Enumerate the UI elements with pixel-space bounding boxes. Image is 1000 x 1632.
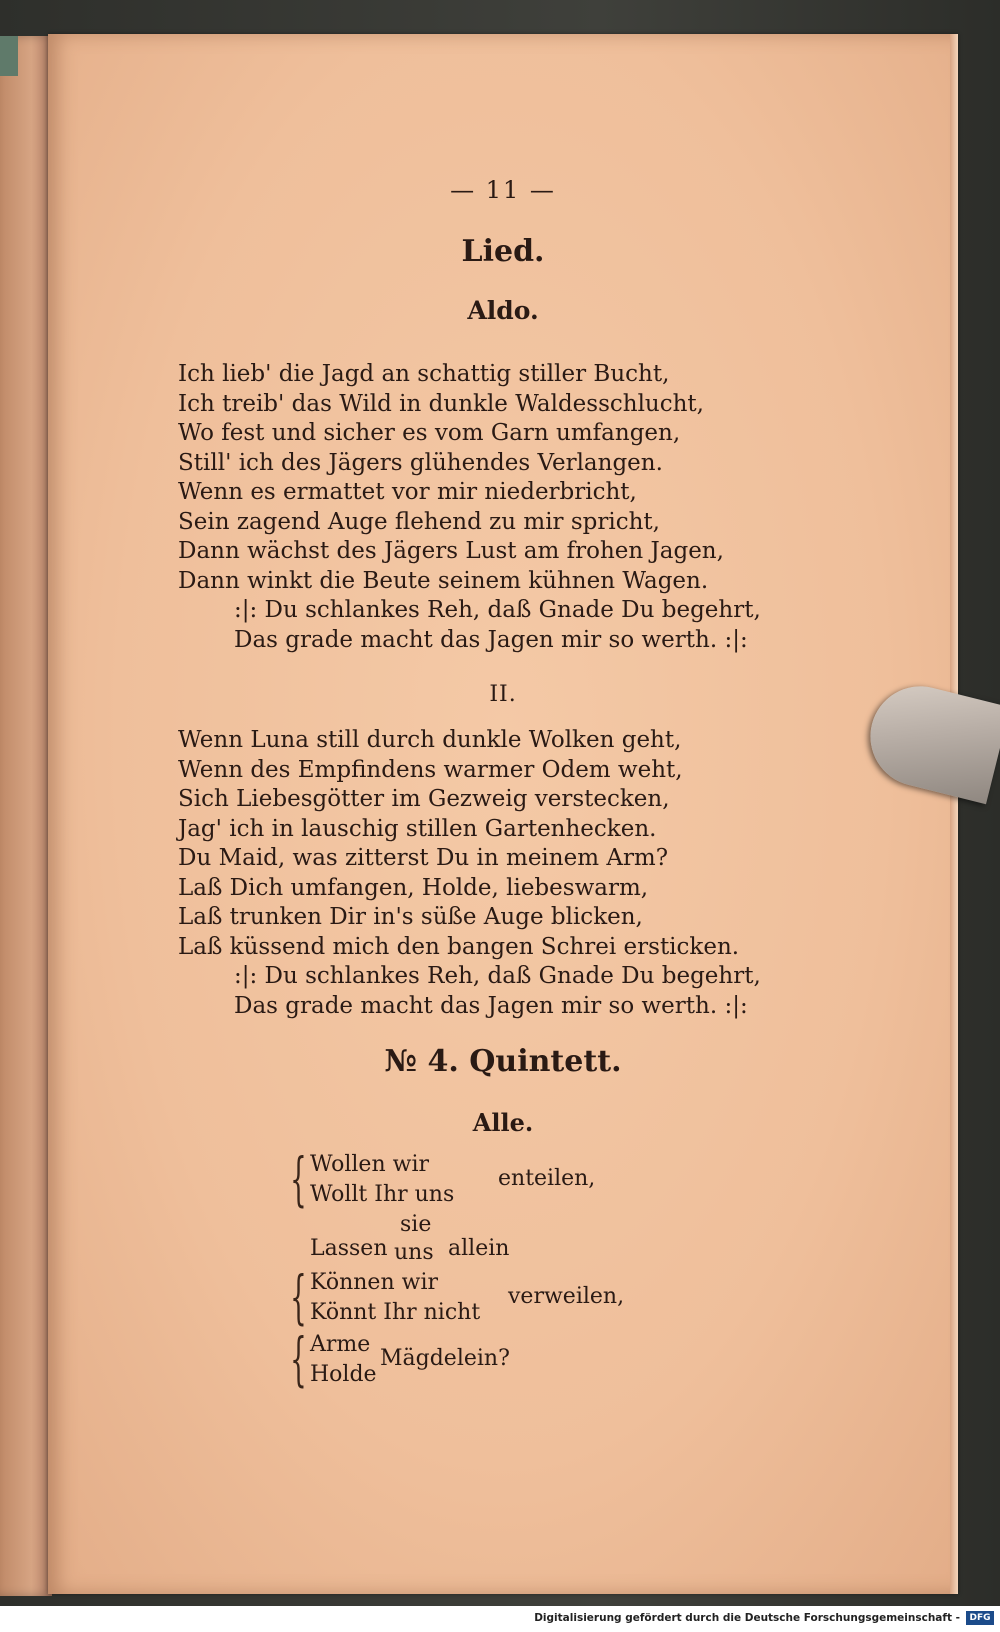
verse-line: Dann winkt die Beute seinem kühnen Wagen.: [178, 567, 709, 594]
dfg-logo: DFG: [966, 1611, 994, 1625]
verse-1: [178, 360, 798, 655]
verse-line: Wenn des Empfindens warmer Odem weht,: [178, 756, 683, 783]
verse-line: Laß küssend mich den bangen Schrei ersticken.: [178, 933, 740, 960]
brace-glyph: {: [290, 1263, 307, 1331]
verse-line: Sein zagend Auge flehend zu mir spricht,: [178, 508, 660, 535]
quintett-option: Könnt Ihr nicht: [310, 1300, 481, 1325]
footer-credit: Digitalisierung gefördert durch die Deutsche Forschungsgemeinschaft -: [534, 1612, 960, 1624]
quintett-text: allein: [448, 1236, 510, 1261]
verse-line: Still' ich des Jägers glühendes Verlangen.: [178, 449, 663, 476]
number-title: № 4. Quintett.: [384, 1044, 622, 1079]
speaker-name: Aldo.: [467, 296, 539, 325]
verse-line: Sich Liebesgötter im Gezweig verstecken,: [178, 786, 670, 812]
refrain-line: :|: Du schlankes Reh, daß Gnade Du begehrt,: [234, 963, 761, 989]
quintett-option: Wollen wir: [310, 1152, 430, 1177]
quintett-option: uns: [394, 1240, 434, 1265]
brace-glyph: {: [290, 1325, 307, 1393]
verse-line: Wenn Luna still durch dunkle Wolken geht,: [178, 727, 682, 753]
verse-2-numeral: II.: [489, 682, 517, 707]
digitization-footer: [0, 1606, 1000, 1632]
quintett-text: enteilen,: [498, 1166, 596, 1191]
page-number: — 11 —: [450, 176, 556, 204]
left-page-edge: [0, 36, 52, 1596]
verse-line: Wo fest und sicher es vom Garn umfangen,: [178, 420, 681, 446]
brace-glyph: {: [290, 1145, 307, 1213]
verse-line: Ich lieb' die Jagd an schattig stiller Bucht,: [178, 361, 670, 387]
quintett-text: Lassen: [310, 1236, 388, 1261]
ensemble-label: Alle.: [472, 1108, 534, 1137]
cover-edge: [0, 36, 18, 76]
quintett-option: Wollt Ihr uns: [310, 1182, 455, 1207]
quintett-text: Mägdelein?: [380, 1346, 510, 1371]
verse-line: Jag' ich in lauschig stillen Gartenhecken.: [178, 815, 657, 842]
quintett-option: sie: [400, 1212, 432, 1237]
quintett-text: verweilen,: [508, 1284, 625, 1309]
book-page: [48, 34, 958, 1594]
refrain-line: Das grade macht das Jagen mir so werth. :|:: [234, 992, 748, 1019]
verse-line: Ich treib' das Wild in dunkle Waldesschlucht,: [178, 390, 704, 417]
verse-line: Laß Dich umfangen, Holde, liebeswarm,: [178, 874, 649, 901]
refrain-line: Das grade macht das Jagen mir so werth. :|:: [234, 626, 748, 653]
verse-line: Du Maid, was zitterst Du in meinem Arm?: [178, 845, 669, 871]
quintett-option: Holde: [310, 1362, 377, 1387]
quintett-option: Arme: [310, 1332, 371, 1357]
song-title: Lied.: [461, 234, 545, 269]
verse-2: [178, 726, 798, 1021]
verse-line: Wenn es ermattet vor mir niederbricht,: [178, 479, 637, 505]
refrain-line: :|: Du schlankes Reh, daß Gnade Du begehrt,: [234, 597, 761, 623]
verse-line: Dann wächst des Jägers Lust am frohen Jagen,: [178, 538, 724, 564]
quintett-option: Können wir: [310, 1270, 438, 1295]
verse-line: Laß trunken Dir in's süße Auge blicken,: [178, 904, 643, 930]
